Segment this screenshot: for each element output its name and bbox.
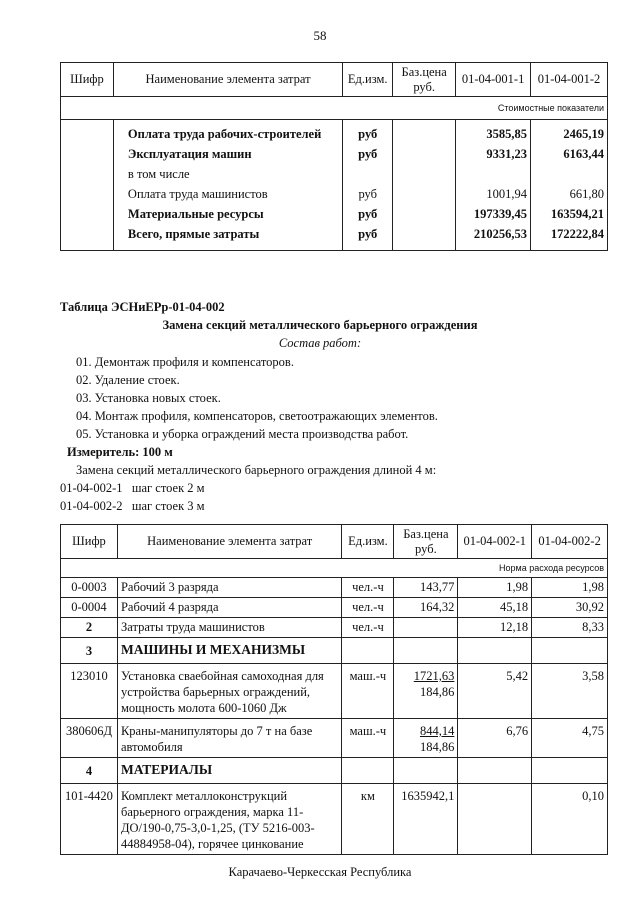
- footer: Карачаево-Черкесская Республика: [228, 865, 412, 879]
- header-col2: 01-04-001-2: [531, 63, 608, 97]
- value-cell: 9331,23: [456, 144, 531, 164]
- price-cell: [393, 144, 456, 164]
- code-cell: [61, 120, 114, 145]
- code-cell: [61, 204, 114, 224]
- name-cell: Рабочий 3 разряда: [117, 578, 341, 598]
- table-row: [61, 578, 608, 598]
- table-subheader-row: [61, 559, 608, 578]
- subheader: Норма расхода ресурсов: [61, 559, 608, 578]
- name-cell: Установка сваебойная самоходная для устройства барьерных ограждений, мощность молота 600-1060 Дж: [117, 664, 341, 719]
- header-col1: 01-04-002-1: [458, 525, 532, 559]
- code-cell: [61, 144, 114, 164]
- value-cell: [532, 638, 608, 664]
- code-cell: [61, 164, 114, 184]
- unit-cell: км: [342, 784, 394, 855]
- table-row: [61, 598, 608, 618]
- header-price: Баз.цена руб.: [394, 525, 458, 559]
- cost-table-1: [60, 62, 608, 251]
- value-cell: 172222,84: [531, 224, 608, 251]
- price-value: 164,32: [419, 600, 455, 614]
- table-row: [61, 618, 608, 638]
- name-cell: Комплект металлоконструкций барьерного ограждения, марка 11-ДО/190-0,75-3,0-1,25, (ТУ 5216-003-44884958-04), горячее цинкование: [117, 784, 341, 855]
- variant: 01-04-002-1 шаг стоек 2 м: [60, 481, 205, 495]
- table-row: [61, 224, 608, 251]
- table-row: [61, 784, 608, 855]
- page-number: 58: [313, 28, 327, 43]
- section-title: Замена секций металлического барьерного ограждения: [162, 318, 478, 332]
- work-item: 03. Установка новых стоек.: [76, 391, 221, 405]
- price-cell: [394, 758, 458, 784]
- table-title: Таблица ЭСНиЕРр-01-04-002: [60, 300, 225, 314]
- price-cell: [394, 664, 458, 719]
- unit-cell: [343, 164, 393, 184]
- unit-cell: маш.-ч: [342, 664, 394, 719]
- price-cell: [393, 204, 456, 224]
- value-cell: 197339,45: [456, 204, 531, 224]
- unit-cell: чел.-ч: [342, 578, 394, 598]
- name-cell: в том числе: [113, 164, 342, 184]
- table-row: [61, 758, 608, 784]
- value-cell: 30,92: [532, 598, 608, 618]
- value-cell: [532, 758, 608, 784]
- resource-table-2: [60, 524, 608, 855]
- name-cell: Эксплуатация машин: [113, 144, 342, 164]
- table-row: [61, 719, 608, 758]
- name-cell: МАТЕРИАЛЫ: [117, 758, 341, 784]
- code-cell: 0-0003: [61, 578, 118, 598]
- code-cell: 123010: [61, 664, 118, 719]
- price-value: 1721,63: [413, 669, 455, 683]
- work-item: 04. Монтаж профиля, компенсаторов, светоотражающих элементов.: [76, 409, 438, 423]
- table-row: [61, 184, 608, 204]
- code-cell: 101-4420: [61, 784, 118, 855]
- code-cell: 380606Д: [61, 719, 118, 758]
- work-item: 02. Удаление стоек.: [76, 373, 180, 387]
- price-cell: [394, 598, 458, 618]
- unit-cell: руб: [343, 184, 393, 204]
- value-cell: 6163,44: [531, 144, 608, 164]
- price-value: 143,77: [419, 580, 455, 594]
- name-cell: Рабочий 4 разряда: [117, 598, 341, 618]
- table-subheader-row: [61, 97, 608, 120]
- value-cell: 4,75: [532, 719, 608, 758]
- value-cell: 45,18: [458, 598, 532, 618]
- header-col2: 01-04-002-2: [532, 525, 608, 559]
- price-cell: [393, 224, 456, 251]
- unit-cell: маш.-ч: [342, 719, 394, 758]
- value-cell: 5,42: [458, 664, 532, 719]
- price-value: 844,14: [419, 724, 455, 738]
- header-unit: Ед.изм.: [342, 525, 394, 559]
- price-cell: [394, 638, 458, 664]
- price-cell: [393, 164, 456, 184]
- code-cell: [61, 184, 114, 204]
- price-value-secondary: 184,86: [419, 685, 455, 699]
- code-cell: 0-0004: [61, 598, 118, 618]
- code-cell: 4: [61, 758, 118, 784]
- value-cell: [458, 784, 532, 855]
- table-row: [61, 144, 608, 164]
- unit-cell: руб: [343, 144, 393, 164]
- value-cell: [456, 164, 531, 184]
- price-cell: [393, 184, 456, 204]
- value-cell: [458, 638, 532, 664]
- table-header-row: [61, 525, 608, 559]
- unit-cell: руб: [343, 224, 393, 251]
- header-price: Баз.цена руб.: [393, 63, 456, 97]
- price-cell: [394, 618, 458, 638]
- name-cell: МАШИНЫ И МЕХАНИЗМЫ: [117, 638, 341, 664]
- value-cell: 2465,19: [531, 120, 608, 145]
- price-cell: [393, 120, 456, 145]
- table-row: [61, 638, 608, 664]
- value-cell: 6,76: [458, 719, 532, 758]
- name-cell: Материальные ресурсы: [113, 204, 342, 224]
- header-code: Шифр: [61, 63, 114, 97]
- price-cell: [394, 578, 458, 598]
- price-cell: [394, 784, 458, 855]
- variant: 01-04-002-2 шаг стоек 3 м: [60, 499, 205, 513]
- unit-cell: чел.-ч: [342, 598, 394, 618]
- name-cell: Краны-манипуляторы до 7 т на базе автомобиля: [117, 719, 341, 758]
- unit-cell: руб: [343, 204, 393, 224]
- header-unit: Ед.изм.: [343, 63, 393, 97]
- value-cell: 1001,94: [456, 184, 531, 204]
- value-cell: 3585,85: [456, 120, 531, 145]
- value-cell: [458, 758, 532, 784]
- work-item: 01. Демонтаж профиля и компенсаторов.: [76, 355, 294, 369]
- value-cell: 210256,53: [456, 224, 531, 251]
- unit-cell: чел.-ч: [342, 618, 394, 638]
- meter: Измеритель: 100 м: [67, 445, 173, 459]
- description: Замена секций металлического барьерного ограждения длиной 4 м:: [76, 463, 437, 477]
- value-cell: 661,80: [531, 184, 608, 204]
- table-header-row: [61, 63, 608, 97]
- work-item: 05. Установка и уборка ограждений места производства работ.: [76, 427, 409, 441]
- section-subtitle: Состав работ:: [278, 336, 362, 350]
- name-cell: Затраты труда машинистов: [117, 618, 341, 638]
- unit-cell: [342, 638, 394, 664]
- value-cell: [531, 164, 608, 184]
- table-row: [61, 204, 608, 224]
- table-row: [61, 664, 608, 719]
- value-cell: 1,98: [532, 578, 608, 598]
- code-cell: 2: [61, 618, 118, 638]
- header-code: Шифр: [61, 525, 118, 559]
- subheader: Стоимостные показатели: [61, 97, 608, 120]
- name-cell: Оплата труда рабочих-строителей: [113, 120, 342, 145]
- table-row: [61, 164, 608, 184]
- price-value-secondary: 184,86: [419, 740, 455, 754]
- unit-cell: руб: [343, 120, 393, 145]
- code-cell: 3: [61, 638, 118, 664]
- value-cell: 3,58: [532, 664, 608, 719]
- header-name: Наименование элемента затрат: [113, 63, 342, 97]
- table-row: [61, 120, 608, 145]
- value-cell: 1,98: [458, 578, 532, 598]
- value-cell: 8,33: [532, 618, 608, 638]
- unit-cell: [342, 758, 394, 784]
- name-cell: Оплата труда машинистов: [113, 184, 342, 204]
- value-cell: 12,18: [458, 618, 532, 638]
- value-cell: 163594,21: [531, 204, 608, 224]
- header-col1: 01-04-001-1: [456, 63, 531, 97]
- price-value: 1635942,1: [401, 789, 455, 803]
- value-cell: 0,10: [532, 784, 608, 855]
- header-name: Наименование элемента затрат: [117, 525, 341, 559]
- code-cell: [61, 224, 114, 251]
- name-cell: Всего, прямые затраты: [113, 224, 342, 251]
- price-cell: [394, 719, 458, 758]
